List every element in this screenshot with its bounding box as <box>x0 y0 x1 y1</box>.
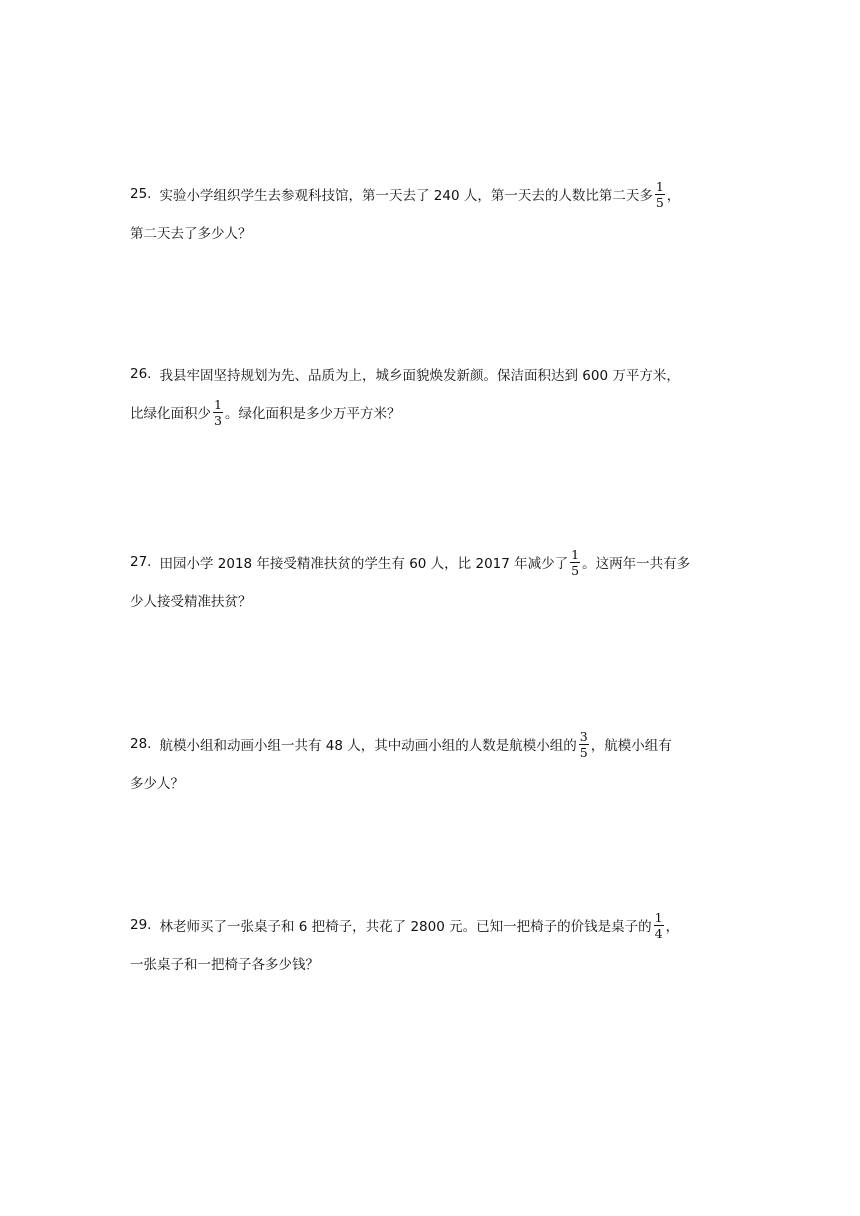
problem-text: 一张桌子和一把椅子各多少钱？ <box>130 957 319 973</box>
fraction-denominator: 5 <box>571 562 580 578</box>
fraction <box>579 730 589 759</box>
fraction-numerator: 1 <box>571 546 580 562</box>
problem-text: 。绿化面积是多少万平方米？ <box>224 406 401 422</box>
problem-text: ，航模小组有 <box>590 738 672 754</box>
problem-text: ， <box>666 188 681 204</box>
problem-text: 田园小学 2018 年接受精准扶贫的学生有 60 人，比 2017 年减少了 <box>159 556 569 572</box>
problem-text: 少人接受精准扶贫？ <box>130 594 252 610</box>
fraction-numerator: 1 <box>655 178 664 194</box>
problem-26 <box>130 362 730 428</box>
fraction <box>654 911 664 940</box>
problem-text: ， <box>665 919 680 935</box>
problem-line-1 <box>130 909 730 941</box>
problem-text: 第二天去了多少人？ <box>130 226 252 242</box>
problem-line-1 <box>130 546 730 578</box>
problem-27 <box>130 546 730 612</box>
problem-number: 25. <box>130 186 152 202</box>
problem-line-2 <box>130 396 730 428</box>
fraction <box>213 398 223 427</box>
fraction <box>570 548 580 577</box>
fraction-numerator: 1 <box>654 909 663 925</box>
problem-number: 26. <box>130 366 152 382</box>
problem-line-1 <box>130 362 730 386</box>
fraction-numerator: 1 <box>214 396 222 412</box>
problem-text: 林老师买了一张桌子和 6 把椅子，共花了 2800 元。已知一把椅子的价钱是桌子的 <box>159 919 652 935</box>
problem-text: 我县牢固坚持规划为先、品质为上，城乡面貌焕发新颜。保洁面积达到 600 万平方米， <box>159 368 680 384</box>
fraction-denominator: 5 <box>579 744 588 760</box>
problem-text: 实验小学组织学生去参观科技馆，第一天去了 240 人，第一天去的人数比第二天多 <box>159 188 653 204</box>
problem-line-1 <box>130 728 730 760</box>
problem-number: 29. <box>130 917 152 933</box>
problem-text: 比绿化面积少 <box>130 406 211 422</box>
problem-line-2 <box>130 588 730 612</box>
fraction-numerator: 3 <box>579 728 588 744</box>
problem-line-2 <box>130 220 730 244</box>
problem-number: 27. <box>130 554 152 570</box>
problem-28 <box>130 728 730 794</box>
problem-text: 多少人？ <box>130 776 184 792</box>
problem-29 <box>130 909 730 975</box>
problem-line-2 <box>130 951 730 975</box>
problem-line-1 <box>130 178 730 210</box>
problem-line-2 <box>130 770 730 794</box>
fraction-denominator: 4 <box>654 925 663 941</box>
fraction-denominator: 5 <box>655 194 664 210</box>
problem-text: 航模小组和动画小组一共有 48 人，其中动画小组的人数是航模小组的 <box>159 738 577 754</box>
problem-text: 。这两年一共有多 <box>582 556 691 572</box>
problem-number: 28. <box>130 736 152 752</box>
fraction <box>655 180 665 209</box>
problem-25 <box>130 178 730 244</box>
fraction-denominator: 3 <box>214 412 222 428</box>
